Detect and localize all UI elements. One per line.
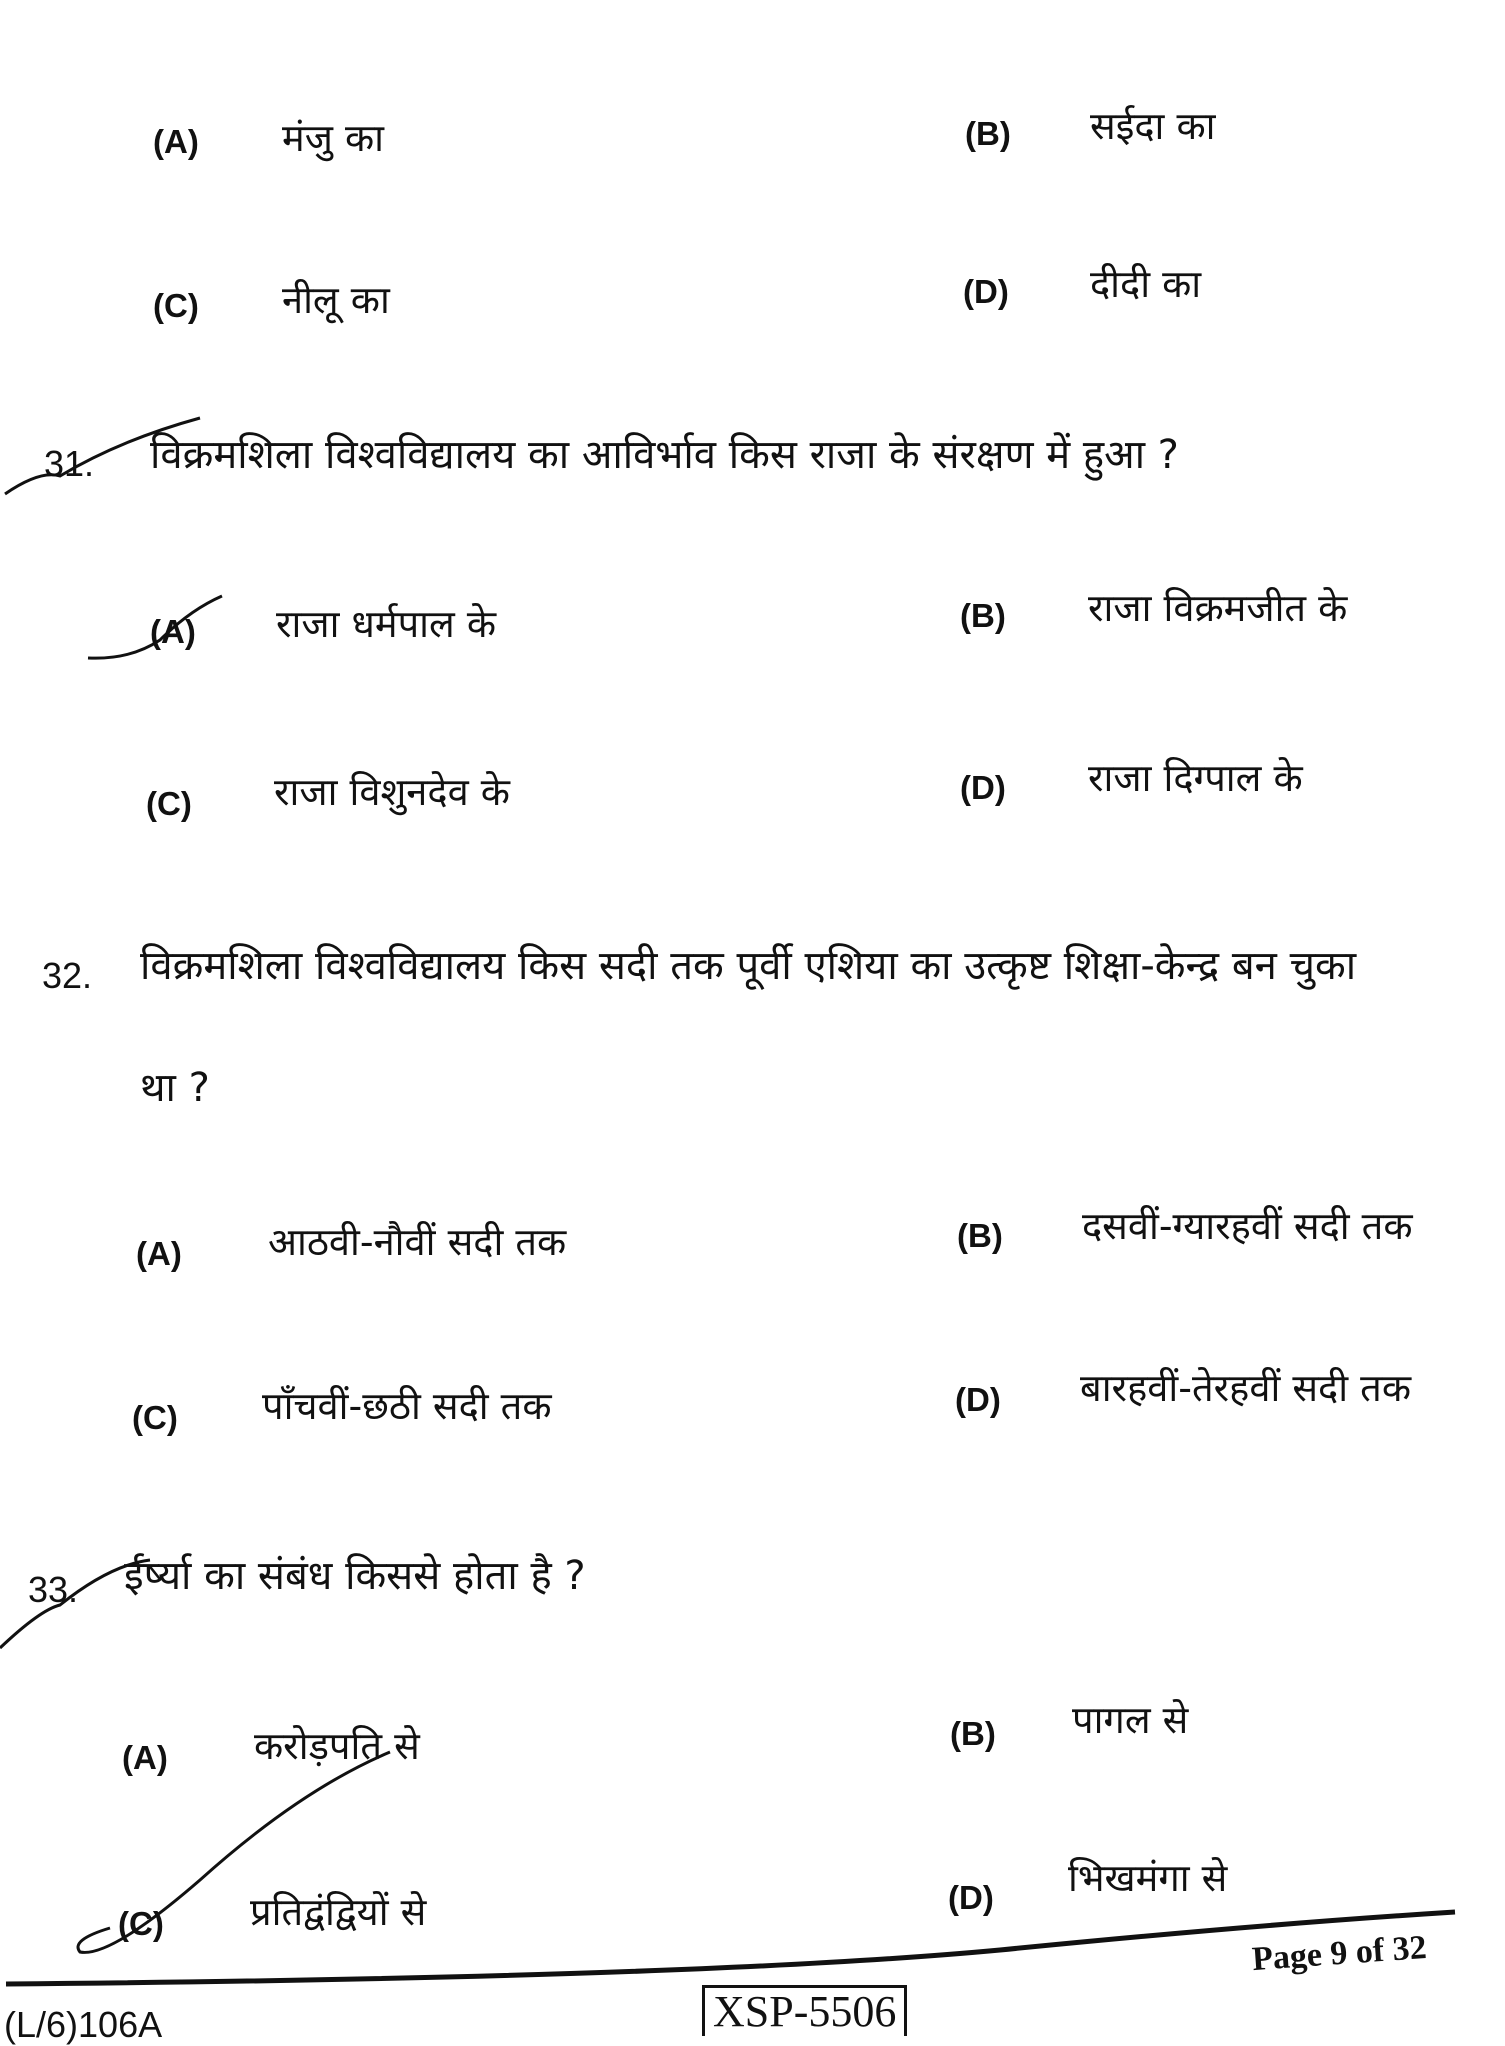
question-32-text-line2: था ? [140,1065,210,1111]
q31-option-text-c: राजा विशुनदेव के [274,770,510,814]
footer-rule [6,1912,1455,1984]
option-text-d: दीदी का [1090,262,1202,306]
check-mark-q33-c [78,1752,390,1952]
option-label-a: (A) [153,123,199,160]
q33-option-text-a: करोड़पति से [254,1724,420,1768]
question-33-number: 33. [28,1569,79,1610]
q33-option-label-b: (B) [950,1715,996,1752]
q31-option-label-a: (A) [150,613,196,650]
q31-option-label-b: (B) [960,597,1006,634]
q32-option-text-c: पाँचवीं-छठी सदी तक [262,1384,552,1428]
option-label-b: (B) [965,115,1011,152]
q32-option-label-c: (C) [132,1399,178,1436]
check-mark-q33 [0,1560,150,1648]
q33-option-label-a: (A) [122,1739,168,1776]
q32-option-text-b: दसवीं-ग्यारहवीं सदी तक [1082,1204,1413,1248]
q33-option-text-b: पागल से [1072,1698,1189,1742]
option-label-d: (D) [963,273,1009,310]
question-31-number: 31. [44,443,95,484]
q32-option-text-a: आठवी-नौवीं सदी तक [268,1220,567,1264]
option-label-c: (C) [153,287,199,324]
page-number: Page 9 of 32 [1250,1928,1428,1979]
q31-option-label-c: (C) [146,785,192,822]
option-text-b: सईदा का [1090,104,1216,148]
q33-option-label-d: (D) [948,1879,994,1916]
check-mark-q31 [5,418,200,494]
series-code: XSP-5506 [702,1985,907,2036]
question-33-text: ईर्ष्या का संबंध किससे होता है ? [124,1553,586,1599]
q32-option-label-d: (D) [955,1381,1001,1418]
q32-option-label-b: (B) [957,1217,1003,1254]
check-mark-q31-a [88,596,222,658]
q31-option-text-d: राजा दिग्पाल के [1088,756,1303,800]
q33-option-text-c: प्रतिद्वंद्वियों से [250,1890,427,1934]
q33-option-label-c: (C) [118,1905,164,1942]
q32-option-text-d: बारहवीं-तेरहवीं सदी तक [1080,1366,1412,1410]
q31-option-label-d: (D) [960,769,1006,806]
q32-option-label-a: (A) [136,1235,182,1272]
q33-option-text-d: भिखमंगा से [1068,1856,1228,1900]
q31-option-text-a: राजा धर्मपाल के [276,602,497,646]
question-31-text: विक्रमशिला विश्वविद्यालय का आविर्भाव किस राजा के संरक्षण में हुआ ? [150,432,1179,478]
question-32-number: 32. [42,955,93,996]
q31-option-text-b: राजा विक्रमजीत के [1088,586,1348,630]
option-text-a: मंजु का [282,116,385,160]
option-text-c: नीलू का [282,278,390,322]
question-32-text-line1: विक्रमशिला विश्वविद्यालय किस सदी तक पूर्वी एशिया का उत्कृष्ट शिक्षा-केन्द्र बन चुका [140,943,1357,989]
paper-code: (L/6)106A [4,2004,163,2045]
